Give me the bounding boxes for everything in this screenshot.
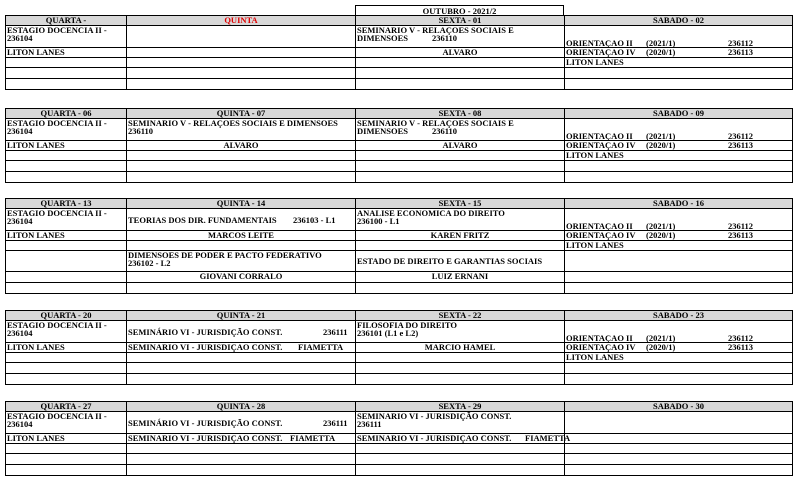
professor-cell: LITON LANES <box>6 231 127 241</box>
class-cell: ESTAGIO DOCENCIA II - 236104 <box>6 321 127 343</box>
class-cell: SEMINARIO VI - JURISDIÇAO CONST. FIAMETTA <box>127 343 356 353</box>
day-header: QUARTA - 27 <box>6 402 127 412</box>
day-header: SEXTA - 22 <box>356 311 565 321</box>
class-cell: SEMINARIO VI - JURISDIÇAO CONST. FIAMETTA <box>127 434 356 444</box>
professor-cell: ALVARO <box>127 141 356 151</box>
day-header: SEXTA - 08 <box>356 109 565 119</box>
day-header: SABADO - 09 <box>565 109 793 119</box>
day-header: SEXTA - 29 <box>356 402 565 412</box>
class-cell <box>127 26 356 48</box>
professor-cell: MARCOS LEITE <box>127 231 356 241</box>
week-table <box>5 198 793 294</box>
class-cell: ORIENTAÇAO IV (2020/1) 236113 <box>565 231 793 241</box>
class-cell: ORIENTAÇAO II (2021/1) 236112 <box>565 321 793 343</box>
class-cell: DIMENSOES DE PODER E PACTO FEDERATIVO 236102 - L2 <box>127 251 356 272</box>
class-cell: SEMINÁRIO VI - JURISDIÇÃO CONST. 236111 <box>127 412 356 434</box>
day-header: QUINTA - 28 <box>127 402 356 412</box>
class-cell: ESTADO DE DIREITO E GARANTIAS SOCIAIS <box>356 251 565 272</box>
class-cell: ESTAGIO DOCENCIA II - 236104 <box>6 412 127 434</box>
day-header: SABADO - 30 <box>565 402 793 412</box>
day-header: QUINTA - 07 <box>127 109 356 119</box>
day-header: QUARTA - 06 <box>6 109 127 119</box>
class-cell: FILOSOFIA DO DIREITO 236101 (L1 e L2) <box>356 321 565 343</box>
day-header: SABADO - 23 <box>565 311 793 321</box>
class-cell: ORIENTAÇAO II (2021/1) 236112 <box>565 119 793 141</box>
professor-cell: KAREN FRITZ <box>356 231 565 241</box>
day-header: SEXTA - 15 <box>356 199 565 209</box>
day-header: SABADO - 16 <box>565 199 793 209</box>
class-cell: SEMINARIO V - RELAÇOES SOCIAIS E DIMENSOES 236110 <box>356 119 565 141</box>
professor-cell: LITON LANES <box>565 151 793 161</box>
professor-cell: ALVARO <box>356 141 565 151</box>
class-cell: ESTAGIO DOCENCIA II - 236104 <box>6 119 127 141</box>
class-cell: SEMINARIO V - RELAÇOES SOCIAIS E DIMENSOES 236110 <box>356 26 565 48</box>
class-cell: SEMINARIO V - RELAÇOES SOCIAIS E DIMENSOES 236110 <box>127 119 356 141</box>
professor-cell: MARCIO HAMEL <box>356 343 565 353</box>
week-table <box>5 401 793 476</box>
class-cell: ESTAGIO DOCENCIA II - 236104 <box>6 209 127 231</box>
calendar-title: OUTUBRO - 2021/2 <box>355 5 564 15</box>
class-cell: ORIENTAÇAO IV (2020/1) 236113 <box>565 343 793 353</box>
class-cell: SEMINARIO VI - JURISDIÇAO CONST. FIAMETTA <box>357 433 571 443</box>
class-cell: ORIENTAÇAO IV (2020/1) 236113 <box>565 48 793 58</box>
professor-cell: LITON LANES <box>565 58 793 68</box>
professor-cell: GIOVANI CORRALO <box>127 272 356 283</box>
day-header: QUARTA - <box>6 16 127 26</box>
week-table <box>5 310 793 385</box>
class-cell: ESTAGIO DOCENCIA II - 236104 <box>6 26 127 48</box>
class-cell: ORIENTAÇAO II (2021/1) 236112 <box>565 26 793 48</box>
professor-cell: LITON LANES <box>565 353 793 363</box>
day-header: QUARTA - 13 <box>6 199 127 209</box>
professor-cell: LUIZ ERNANI <box>356 272 565 283</box>
class-cell: ANALISE ECONOMICA DO DIREITO 236100 - L1 <box>356 209 565 231</box>
day-header: QUARTA - 20 <box>6 311 127 321</box>
day-header: QUINTA - 21 <box>127 311 356 321</box>
professor-cell: LITON LANES <box>565 241 793 251</box>
day-header: QUINTA <box>127 16 356 26</box>
professor-cell: LITON LANES <box>6 343 127 353</box>
week-table <box>5 15 793 90</box>
professor-cell: LITON LANES <box>6 434 127 444</box>
day-header: SEXTA - 01 <box>356 16 565 26</box>
week-table <box>5 108 793 183</box>
day-header: SABADO - 02 <box>565 16 793 26</box>
professor-cell: ALVARO <box>356 48 565 58</box>
class-cell: SEMINÁRIO VI - JURISDIÇÃO CONST. 236111 <box>127 321 356 343</box>
class-cell: SEMINARIO VI - JURISDIÇÃO CONST. 236111 <box>356 412 565 434</box>
class-cell: ORIENTAÇAO IV (2020/1) 236113 <box>565 141 793 151</box>
day-header: QUINTA - 14 <box>127 199 356 209</box>
professor-cell: LITON LANES <box>6 48 127 58</box>
class-cell: TEORIAS DOS DIR. FUNDAMENTAIS 236103 - L1 <box>127 209 356 231</box>
professor-cell: LITON LANES <box>6 141 127 151</box>
class-cell: ORIENTAÇAO II (2021/1) 236112 <box>565 209 793 231</box>
